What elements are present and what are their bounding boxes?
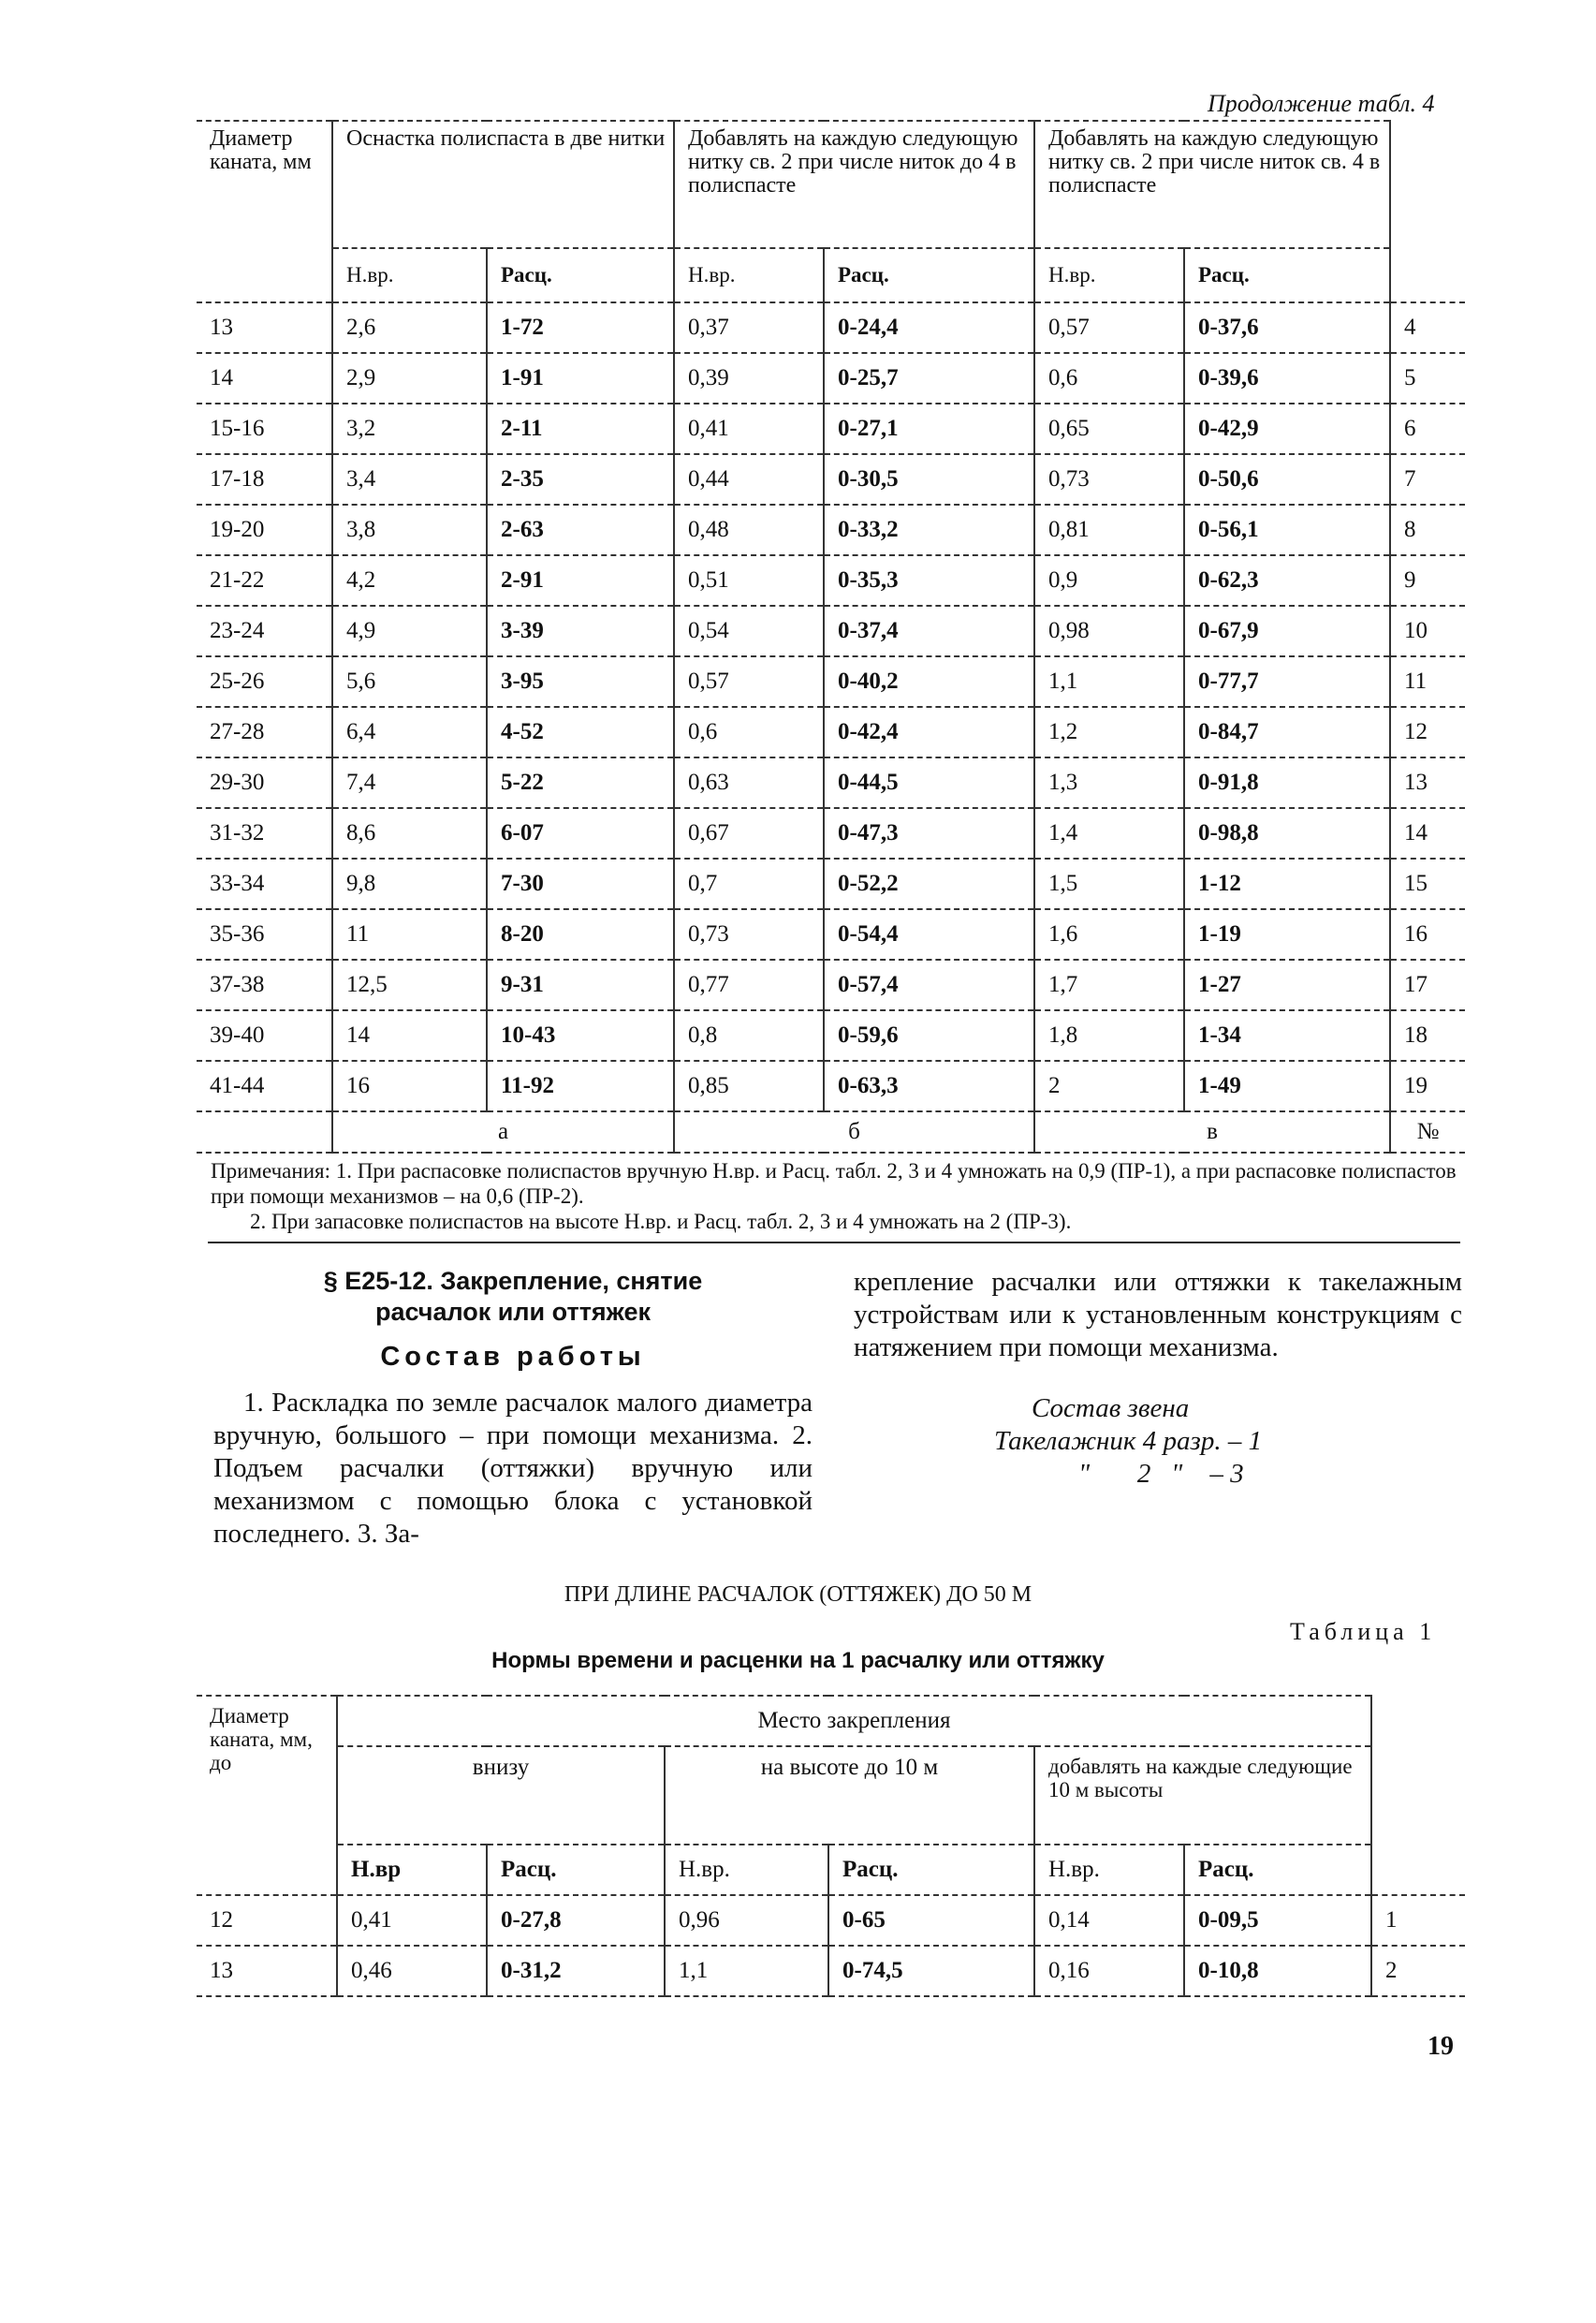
footer-a: а <box>332 1111 674 1153</box>
table-cell: 12,5 <box>332 960 487 1010</box>
table-row <box>197 353 1465 404</box>
t1-header-hvr-a: Н.вр <box>337 1845 487 1895</box>
page-number: 19 <box>1428 2032 1454 2061</box>
t1-header-place: Место закрепления <box>337 1696 1371 1746</box>
table-cell: 0,37 <box>674 302 824 353</box>
cell-diameter: 12 <box>197 1895 337 1946</box>
table-cell: 14 <box>332 1010 487 1061</box>
table-row <box>197 1010 1465 1061</box>
table-cell: 7-30 <box>487 859 674 909</box>
table-cell: 0,65 <box>1034 404 1184 454</box>
header-diameter: Диаметр каната, мм <box>197 121 332 302</box>
footer-empty <box>197 1111 332 1153</box>
table-cell: 0-77,7 <box>1184 656 1390 707</box>
table-cell: 0,9 <box>1034 555 1184 606</box>
table-cell: 0-25,7 <box>824 353 1034 404</box>
cell-diameter: 14 <box>197 353 332 404</box>
table-cell: 2-91 <box>487 555 674 606</box>
table-cell: 0,7 <box>674 859 824 909</box>
table-cell: 1,8 <box>1034 1010 1184 1061</box>
table-row <box>197 505 1465 555</box>
table-cell: 0-65 <box>828 1895 1034 1946</box>
header-group-b: Добавлять на каждую следующую нитку св. 2 при числе ниток до 4 в полиспасте <box>674 121 1034 248</box>
table-cell: 1-12 <box>1184 859 1390 909</box>
table-cell: 9,8 <box>332 859 487 909</box>
table-cell: 0-98,8 <box>1184 808 1390 859</box>
cell-diameter: 25-26 <box>197 656 332 707</box>
table-cell: 1,1 <box>1034 656 1184 707</box>
table-cell: 0,81 <box>1034 505 1184 555</box>
notes-divider <box>208 1242 1460 1243</box>
table-cell: 0,39 <box>674 353 824 404</box>
cell-row-number: 16 <box>1390 909 1465 960</box>
table-cell: 5-22 <box>487 757 674 808</box>
t1-header-add: добавлять на каждые следующие 10 м высоты <box>1034 1746 1371 1845</box>
t1-header-diameter: Диаметр каната, мм, до <box>197 1696 337 1895</box>
table-cell: 1-91 <box>487 353 674 404</box>
table-cell: 0,57 <box>674 656 824 707</box>
table-cell: 0,6 <box>674 707 824 757</box>
table-cell: 1,2 <box>1034 707 1184 757</box>
table-row <box>197 960 1465 1010</box>
table-row <box>197 757 1465 808</box>
table-cell: 1-72 <box>487 302 674 353</box>
table-cell: 0-47,3 <box>824 808 1034 859</box>
table1-label: Таблица 1 <box>1290 1618 1437 1645</box>
header-rasc-a: Расц. <box>487 248 674 302</box>
table-cell: 1-19 <box>1184 909 1390 960</box>
table-cell: 0-74,5 <box>828 1946 1034 1996</box>
table-row <box>197 454 1465 505</box>
table-cell: 9-31 <box>487 960 674 1010</box>
header-group-c: Добавлять на каждую следующую нитку св. 2 при числе ниток св. 4 в полиспасте <box>1034 121 1390 248</box>
table-cell: 0-10,8 <box>1184 1946 1371 1996</box>
table-cell: 2-35 <box>487 454 674 505</box>
cell-diameter: 35-36 <box>197 909 332 960</box>
cell-row-number: 4 <box>1390 302 1465 353</box>
table-cell: 0,57 <box>1034 302 1184 353</box>
table-cell: 0-39,6 <box>1184 353 1390 404</box>
table-cell: 7,4 <box>332 757 487 808</box>
table-cell: 2-11 <box>487 404 674 454</box>
table-row <box>197 859 1465 909</box>
cell-row-number: 13 <box>1390 757 1465 808</box>
header-rasc-b: Расц. <box>824 248 1034 302</box>
table-cell: 0,98 <box>1034 606 1184 656</box>
cell-diameter: 21-22 <box>197 555 332 606</box>
table-cell: 0,6 <box>1034 353 1184 404</box>
crew-line-2: " 2 " – 3 <box>1078 1459 1244 1489</box>
table-cell: 3-95 <box>487 656 674 707</box>
cell-row-number: 8 <box>1390 505 1465 555</box>
table-row <box>197 808 1465 859</box>
table-cell: 0-27,8 <box>487 1895 665 1946</box>
table-cell: 0-37,4 <box>824 606 1034 656</box>
header-empty <box>1390 121 1465 302</box>
notes-block <box>211 1158 1470 1234</box>
header-hvr-c: Н.вр. <box>1034 248 1184 302</box>
section-title-line1: § Е25-12. Закрепление, снятие <box>323 1267 703 1295</box>
table1-heading: ПРИ ДЛИНЕ РАСЧАЛОК (ОТТЯЖЕК) ДО 50 М <box>564 1582 1032 1607</box>
t1-header-height: на высоте до 10 м <box>665 1746 1034 1845</box>
table-cell: 2,6 <box>332 302 487 353</box>
table-row <box>197 656 1465 707</box>
table-cell: 6,4 <box>332 707 487 757</box>
table-cell: 10-43 <box>487 1010 674 1061</box>
table-row <box>197 606 1465 656</box>
note-1: Примечания: 1. При распасовке полиспастов вручную Н.вр. и Расц. табл. 2, 3 и 4 умножать на 0,9 (ПР-1), а при распасовке полиспастов при помощи механизмов – на 0,6 (ПР-2). <box>211 1159 1457 1208</box>
cell-row-number: 2 <box>1371 1946 1465 1996</box>
cell-row-number: 6 <box>1390 404 1465 454</box>
table-cell: 0-37,6 <box>1184 302 1390 353</box>
table-cell: 16 <box>332 1061 487 1111</box>
table-cell: 0-44,5 <box>824 757 1034 808</box>
table-cell: 11 <box>332 909 487 960</box>
section-left-column <box>213 1266 813 1551</box>
table-cell: 1-34 <box>1184 1010 1390 1061</box>
header-group-a: Оснастка полиспаста в две нитки <box>332 121 674 248</box>
table-cell: 0,48 <box>674 505 824 555</box>
table-cell: 0,67 <box>674 808 824 859</box>
cell-row-number: 1 <box>1371 1895 1465 1946</box>
table-cell: 1-49 <box>1184 1061 1390 1111</box>
table-cell: 0,41 <box>674 404 824 454</box>
cell-row-number: 11 <box>1390 656 1465 707</box>
table-cell: 11-92 <box>487 1061 674 1111</box>
note-2: 2. При запасовке полиспастов на высоте Н.вр. и Расц. табл. 2, 3 и 4 умножать на 2 (ПР-3). <box>250 1210 1072 1233</box>
footer-b: б <box>674 1111 1034 1153</box>
t1-header-rasc-a: Расц. <box>487 1845 665 1895</box>
cell-diameter: 33-34 <box>197 859 332 909</box>
section-right-column <box>854 1266 1462 1491</box>
cell-row-number: 17 <box>1390 960 1465 1010</box>
table-cell: 0-54,4 <box>824 909 1034 960</box>
t1-header-hvr-c: Н.вр. <box>1034 1845 1184 1895</box>
table-cell: 4,9 <box>332 606 487 656</box>
table-cell: 0-42,4 <box>824 707 1034 757</box>
table-cell: 0,44 <box>674 454 824 505</box>
t1-header-rasc-b: Расц. <box>828 1845 1034 1895</box>
table-row <box>197 404 1465 454</box>
section-subtitle: Состав работы <box>380 1342 646 1372</box>
table-cell: 3-39 <box>487 606 674 656</box>
crew-block <box>854 1392 1462 1491</box>
section-body-right: крепление расчалки или оттяжки к такелажным устройствам или к установленным конструкциям с натяжением при помощи механизма. <box>854 1267 1462 1362</box>
table-cell: 6-07 <box>487 808 674 859</box>
cell-diameter: 19-20 <box>197 505 332 555</box>
table-cell: 0,16 <box>1034 1946 1184 1996</box>
header-rasc-c: Расц. <box>1184 248 1390 302</box>
section-body-left: 1. Раскладка по земле расчалок малого диаметра вручную, большого – при помощи механизма. 2. Подъем расчалки (оттяжки) вручную или механизмом с помощью блока с установкой последнего. 3. За- <box>213 1388 813 1549</box>
cell-diameter: 13 <box>197 302 332 353</box>
table-row <box>197 555 1465 606</box>
table-cell: 0-50,6 <box>1184 454 1390 505</box>
cell-row-number: 14 <box>1390 808 1465 859</box>
table-cell: 0-63,3 <box>824 1061 1034 1111</box>
table-cell: 1,5 <box>1034 859 1184 909</box>
table-cell: 2,9 <box>332 353 487 404</box>
table-cell: 0,85 <box>674 1061 824 1111</box>
table-row <box>197 1061 1465 1111</box>
continuation-label: Продолжение табл. 4 <box>1208 90 1435 117</box>
table1-title: Нормы времени и расценки на 1 расчалку или оттяжку <box>491 1648 1105 1673</box>
section-title <box>213 1266 813 1328</box>
cell-diameter: 41-44 <box>197 1061 332 1111</box>
cell-row-number: 5 <box>1390 353 1465 404</box>
table-cell: 0-42,9 <box>1184 404 1390 454</box>
t1-header-hvr-b: Н.вр. <box>665 1845 828 1895</box>
table-cell: 0-24,4 <box>824 302 1034 353</box>
table-cell: 0-33,2 <box>824 505 1034 555</box>
cell-diameter: 29-30 <box>197 757 332 808</box>
table-cell: 0-31,2 <box>487 1946 665 1996</box>
table-row <box>197 909 1465 960</box>
table-cell: 1-27 <box>1184 960 1390 1010</box>
t1-header-empty <box>1371 1696 1465 1895</box>
crew-line-1: Такелажник 4 разр. – 1 <box>994 1426 1263 1456</box>
table-cell: 0,73 <box>1034 454 1184 505</box>
cell-diameter: 13 <box>197 1946 337 1996</box>
table-cell: 0-40,2 <box>824 656 1034 707</box>
table-1 <box>197 1695 1465 1997</box>
table-row <box>197 1946 1465 1996</box>
table-cell: 3,2 <box>332 404 487 454</box>
cell-row-number: 9 <box>1390 555 1465 606</box>
table-cell: 0-67,9 <box>1184 606 1390 656</box>
table-cell: 0-56,1 <box>1184 505 1390 555</box>
table-cell: 3,4 <box>332 454 487 505</box>
table-row <box>197 707 1465 757</box>
table-cell: 0-09,5 <box>1184 1895 1371 1946</box>
cell-row-number: 19 <box>1390 1061 1465 1111</box>
table-cell: 0-57,4 <box>824 960 1034 1010</box>
table-cell: 0,96 <box>665 1895 828 1946</box>
table-cell: 0-35,3 <box>824 555 1034 606</box>
table-cell: 0-27,1 <box>824 404 1034 454</box>
footer-num: № <box>1390 1111 1465 1153</box>
table-4-continuation <box>197 120 1465 1154</box>
table-cell: 4-52 <box>487 707 674 757</box>
cell-diameter: 31-32 <box>197 808 332 859</box>
t1-header-rasc-c: Расц. <box>1184 1845 1371 1895</box>
table-cell: 3,8 <box>332 505 487 555</box>
table-cell: 0,8 <box>674 1010 824 1061</box>
cell-row-number: 18 <box>1390 1010 1465 1061</box>
section-title-line2: расчалок или оттяжек <box>374 1298 651 1326</box>
table-cell: 1,7 <box>1034 960 1184 1010</box>
crew-title: Состав звена <box>1032 1393 1190 1423</box>
table-cell: 2 <box>1034 1061 1184 1111</box>
cell-diameter: 27-28 <box>197 707 332 757</box>
table-cell: 0,46 <box>337 1946 487 1996</box>
table-cell: 8,6 <box>332 808 487 859</box>
table-cell: 0-52,2 <box>824 859 1034 909</box>
cell-diameter: 17-18 <box>197 454 332 505</box>
table-cell: 0,77 <box>674 960 824 1010</box>
table-cell: 1,6 <box>1034 909 1184 960</box>
table-row <box>197 1895 1465 1946</box>
table-cell: 0,73 <box>674 909 824 960</box>
table-cell: 0,54 <box>674 606 824 656</box>
table-cell: 0,14 <box>1034 1895 1184 1946</box>
table-cell: 1,3 <box>1034 757 1184 808</box>
table-row <box>197 302 1465 353</box>
table-cell: 8-20 <box>487 909 674 960</box>
cell-row-number: 7 <box>1390 454 1465 505</box>
table-cell: 2-63 <box>487 505 674 555</box>
header-hvr-a: Н.вр. <box>332 248 487 302</box>
t1-header-below: внизу <box>337 1746 665 1845</box>
cell-diameter: 15-16 <box>197 404 332 454</box>
table-cell: 0-59,6 <box>824 1010 1034 1061</box>
footer-c: в <box>1034 1111 1390 1153</box>
table-cell: 1,1 <box>665 1946 828 1996</box>
table-cell: 0-30,5 <box>824 454 1034 505</box>
table-cell: 1,4 <box>1034 808 1184 859</box>
table-cell: 0-84,7 <box>1184 707 1390 757</box>
table-cell: 0-62,3 <box>1184 555 1390 606</box>
table-cell: 5,6 <box>332 656 487 707</box>
cell-row-number: 10 <box>1390 606 1465 656</box>
header-hvr-b: Н.вр. <box>674 248 824 302</box>
cell-row-number: 15 <box>1390 859 1465 909</box>
cell-diameter: 37-38 <box>197 960 332 1010</box>
table-cell: 4,2 <box>332 555 487 606</box>
cell-diameter: 23-24 <box>197 606 332 656</box>
table-cell: 0,41 <box>337 1895 487 1946</box>
cell-row-number: 12 <box>1390 707 1465 757</box>
table-cell: 0,63 <box>674 757 824 808</box>
cell-diameter: 39-40 <box>197 1010 332 1061</box>
table-cell: 0,51 <box>674 555 824 606</box>
table-cell: 0-91,8 <box>1184 757 1390 808</box>
